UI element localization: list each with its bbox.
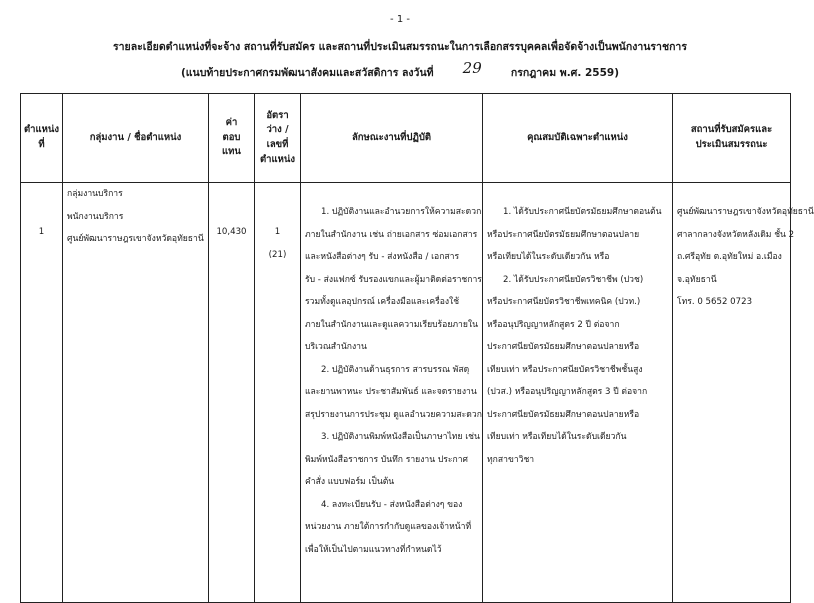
duty-line: รวมทั้งดูแลอุปกรณ์ เครื่องมือและเครื่องใช้ xyxy=(305,297,460,307)
qualification-line: ประกาศนียบัตรมัธยมศึกษาตอนปลายหรือ xyxy=(487,342,640,352)
duty-line: ภายในสำนักงาน เช่น ถ่ายเอกสาร ซ่อมเอกสาร xyxy=(305,229,478,240)
duty-line: ภายในสำนักงานและดูแลความเรียบร้อยภายใน xyxy=(305,319,478,330)
qualification-line: ประกาศนียบัตรมัธยมศึกษาตอนปลายหรือ xyxy=(487,409,640,420)
qualification-line: หรืออนุปริญญาหลักสูตร 2 ปี ต่อจาก xyxy=(487,319,620,330)
qualification-line: เทียบเท่า หรือประกาศนียบัตรวิชาชีพชั้นสูง xyxy=(487,364,643,375)
duty-line: 3. ปฏิบัติงานพิมพ์หนังสือเป็นภาษาไทย เช่น xyxy=(321,432,480,442)
place-line: ศูนย์พัฒนาราษฎรเขาจังหวัดอุทัยธานี xyxy=(677,207,814,217)
qualification-line: 1. ได้รับประกาศนียบัตรมัธยมศึกษาตอนต้น xyxy=(503,207,662,217)
header-wage-line: แทน xyxy=(222,146,241,158)
qualification-line: เทียบเท่า หรือเทียบได้ในระดับเดียวกัน xyxy=(487,432,627,442)
document-subtitle xyxy=(0,59,800,81)
subtitle-suffix: กรกฎาคม พ.ศ. 2559) xyxy=(510,67,620,79)
place-line: ถ.ศรีอุทัย ต.อุทัยใหม่ อ.เมือง xyxy=(677,252,782,262)
table-row xyxy=(21,183,791,603)
cell-vacancy xyxy=(255,183,301,603)
cell-place xyxy=(673,183,814,603)
qualification-line: ทุกสาขาวิชา xyxy=(487,454,535,465)
duty-line: และยานพาหนะ ประชาสัมพันธ์ และจดรายงาน xyxy=(305,387,477,397)
duty-line: 2. ปฏิบัติงานด้านธุรการ สารบรรณ พัสดุ xyxy=(321,364,470,375)
cell-group xyxy=(63,183,209,603)
header-place-line: สถานที่รับสมัครและ xyxy=(690,124,773,136)
cell-qualifications xyxy=(483,183,673,603)
header-position-no xyxy=(21,94,63,183)
header-wage-line: ตอบ xyxy=(222,131,241,143)
header-group: กลุ่มงาน / ชื่อตำแหน่ง xyxy=(63,94,209,183)
cell-wage: 10,430 xyxy=(209,183,255,603)
vacancy-number: (21) xyxy=(268,249,287,260)
cell-position-no: 1 xyxy=(21,183,63,603)
header-place xyxy=(673,94,791,183)
table-header-row xyxy=(21,94,791,183)
positions-table xyxy=(20,93,814,603)
header-vacancy-line: อัตรา xyxy=(266,109,289,121)
header-position-line: ตำแหน่ง xyxy=(23,124,60,136)
qualification-line: หรือประกาศนียบัตรวิชาชีพเทคนิค (ปวท.) xyxy=(487,297,641,307)
page-number: - 1 - xyxy=(390,14,410,25)
header-duties: ลักษณะงานที่ปฏิบัติ xyxy=(301,94,483,183)
header-vacancy-line: ว่าง / xyxy=(266,124,289,136)
place-phone: โทร. 0 5652 0723 xyxy=(677,297,753,307)
header-vacancy-line: ตำแหน่ง xyxy=(259,153,296,165)
cell-duties xyxy=(301,183,483,603)
unit-name: ศูนย์พัฒนาราษฎรเขาจังหวัดอุทัยธานี xyxy=(67,234,204,244)
qualification-line: หรือเทียบได้ในระดับเดียวกัน หรือ xyxy=(487,252,610,262)
header-vacancy-line: เลขที่ xyxy=(266,139,289,150)
duty-line: สรุปรายงานการประชุม ดูแลอำนวยความสะดวก xyxy=(305,409,482,420)
header-vacancy xyxy=(255,94,301,183)
header-wage xyxy=(209,94,255,183)
group-title: กลุ่มงานบริการ xyxy=(67,189,123,199)
handwritten-day: 29 xyxy=(462,59,482,77)
place-line: จ.อุทัยธานี xyxy=(677,274,717,285)
duty-line: เพื่อให้เป็นไปตามแนวทางที่กำหนดไว้ xyxy=(305,544,442,555)
subtitle-prefix: (แนบท้ายประกาศกรมพัฒนาสังคมและสวัสดิการ ลงวันที่ xyxy=(180,67,434,79)
duty-line: หน่วยงาน ภายใต้การกำกับดูแลของเจ้าหน้าที่ xyxy=(305,522,472,532)
qualification-line: 2. ได้รับประกาศนียบัตรวิชาชีพ (ปวช) xyxy=(503,274,644,285)
place-line: ศาลากลางจังหวัดหลังเดิม ชั้น 2 xyxy=(677,229,795,240)
duty-line: รับ - ส่งแฟกซ์ รับรองแขกและผู้มาติดต่อราชการ xyxy=(305,274,482,285)
header-wage-line: ค่า xyxy=(225,116,238,128)
duty-line: พิมพ์หนังสือราชการ บันทึก รายงาน ประกาศ xyxy=(305,454,468,465)
qualification-line: หรือประกาศนียบัตรมัธยมศึกษาตอนปลาย xyxy=(487,229,640,240)
document-title: รายละเอียดตำแหน่งที่จะจ้าง สถานที่รับสมัคร และสถานที่ประเมินสมรรถนะในการเลือกสรรบุคคลเพื่อจัดจ้างเป็นพนักงานราชการ xyxy=(113,41,687,53)
header-qualifications: คุณสมบัติเฉพาะตำแหน่ง xyxy=(483,94,673,183)
duty-line: 4. ลงทะเบียนรับ - ส่งหนังสือต่างๆ ของ xyxy=(321,499,463,510)
header-place-line: ประเมินสมรรถนะ xyxy=(695,139,768,150)
vacancy-count: 1 xyxy=(274,227,281,237)
qualification-line: (ปวส.) หรืออนุปริญญาหลักสูตร 3 ปี ต่อจาก xyxy=(487,387,648,397)
header-position-line: ที่ xyxy=(38,139,45,150)
duty-line: บริเวณสำนักงาน xyxy=(305,342,367,352)
duty-line: 1. ปฏิบัติงานและอำนวยการให้ความสะดวก xyxy=(321,207,482,217)
duty-line: คำสั่ง แบบฟอร์ม เป็นต้น xyxy=(305,477,395,487)
position-title: พนักงานบริการ xyxy=(67,211,124,222)
duty-line: และหนังสือต่างๆ รับ - ส่งหนังสือ / เอกสาร xyxy=(305,252,460,262)
